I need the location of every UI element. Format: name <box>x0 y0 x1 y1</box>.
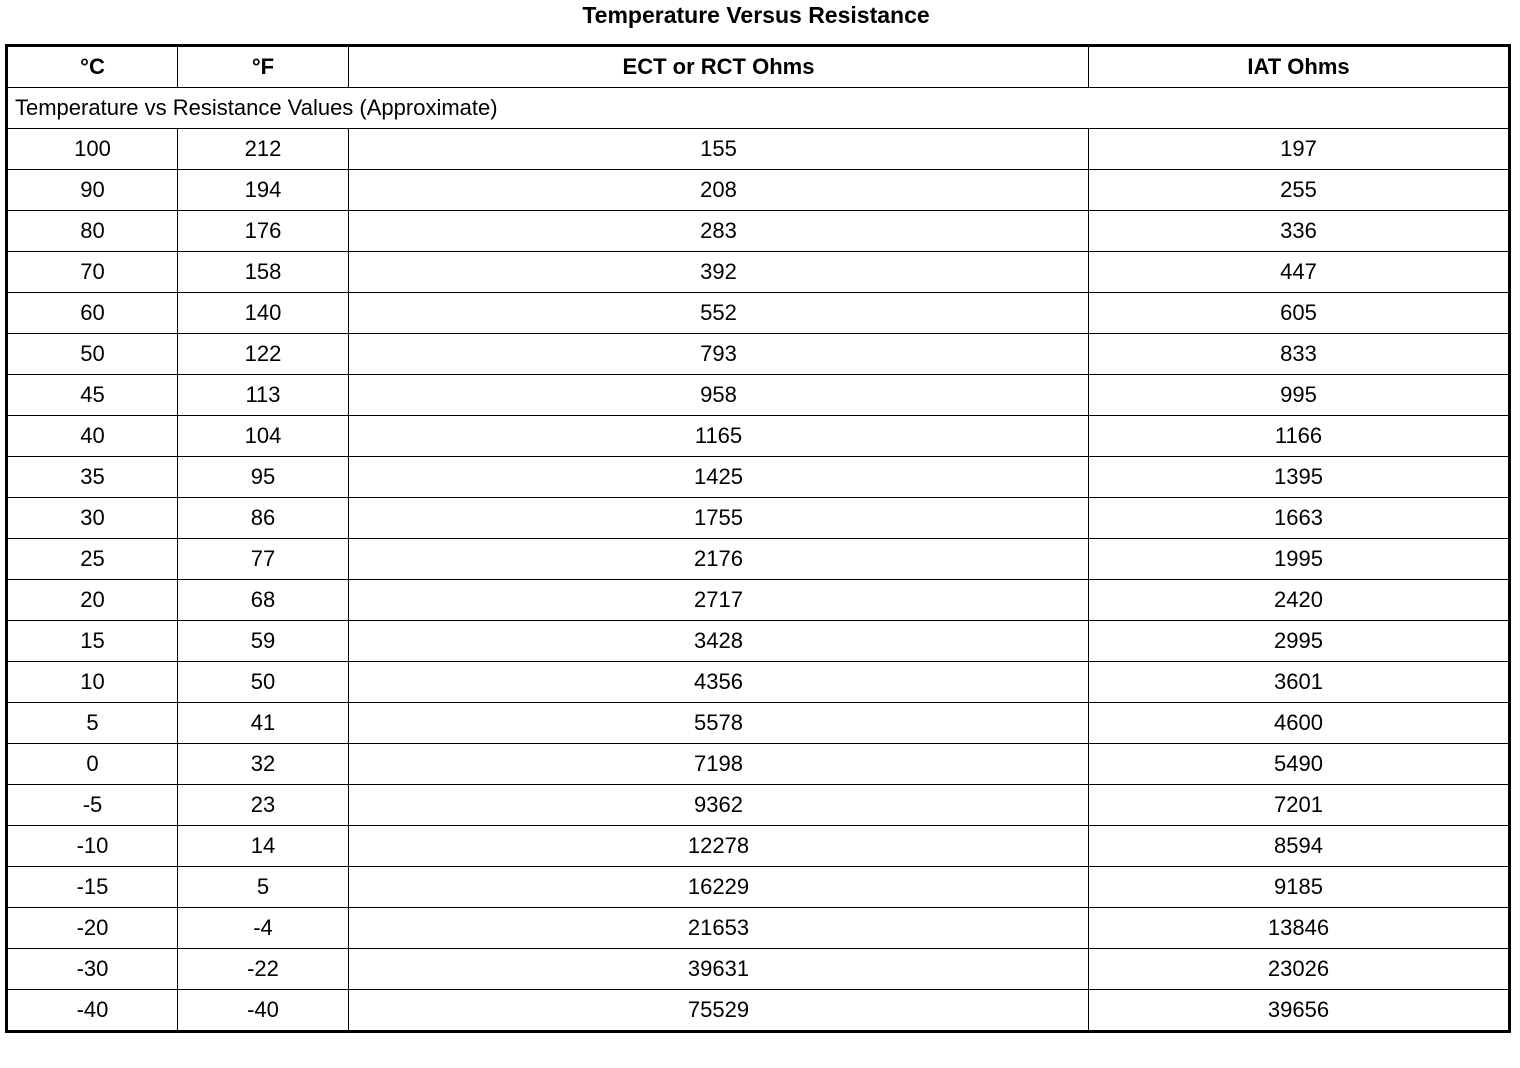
celsius-cell: 20 <box>7 580 178 621</box>
iat-ohms-cell: 9185 <box>1089 867 1510 908</box>
ect-ohms-cell: 16229 <box>349 867 1089 908</box>
fahrenheit-cell: 212 <box>178 129 349 170</box>
table-row <box>7 990 1510 1032</box>
ect-ohms-cell: 392 <box>349 252 1089 293</box>
ect-ohms-cell: 7198 <box>349 744 1089 785</box>
iat-ohms-cell: 1995 <box>1089 539 1510 580</box>
fahrenheit-cell: 95 <box>178 457 349 498</box>
table-row <box>7 744 1510 785</box>
celsius-cell: -15 <box>7 867 178 908</box>
iat-ohms-cell: 3601 <box>1089 662 1510 703</box>
note-row <box>7 88 1510 129</box>
table-header <box>7 46 1510 88</box>
ect-ohms-cell: 793 <box>349 334 1089 375</box>
fahrenheit-cell: 32 <box>178 744 349 785</box>
ect-ohms-cell: 3428 <box>349 621 1089 662</box>
ect-ohms-cell: 75529 <box>349 990 1089 1032</box>
table-note: Temperature vs Resistance Values (Approximate) <box>7 88 1510 129</box>
celsius-cell: 0 <box>7 744 178 785</box>
iat-ohms-cell: 39656 <box>1089 990 1510 1032</box>
fahrenheit-cell: 113 <box>178 375 349 416</box>
celsius-cell: 15 <box>7 621 178 662</box>
header-row <box>7 46 1510 88</box>
iat-ohms-cell: 995 <box>1089 375 1510 416</box>
iat-ohms-cell: 2995 <box>1089 621 1510 662</box>
celsius-cell: -5 <box>7 785 178 826</box>
iat-ohms-cell: 197 <box>1089 129 1510 170</box>
celsius-cell: -20 <box>7 908 178 949</box>
ect-ohms-cell: 1165 <box>349 416 1089 457</box>
fahrenheit-cell: 50 <box>178 662 349 703</box>
celsius-cell: 10 <box>7 662 178 703</box>
ect-ohms-cell: 2717 <box>349 580 1089 621</box>
ect-ohms-cell: 958 <box>349 375 1089 416</box>
iat-ohms-cell: 1663 <box>1089 498 1510 539</box>
table-row <box>7 416 1510 457</box>
ect-ohms-cell: 4356 <box>349 662 1089 703</box>
celsius-cell: -10 <box>7 826 178 867</box>
iat-ohms-cell: 833 <box>1089 334 1510 375</box>
celsius-cell: 30 <box>7 498 178 539</box>
ect-ohms-cell: 39631 <box>349 949 1089 990</box>
iat-ohms-cell: 8594 <box>1089 826 1510 867</box>
iat-ohms-cell: 605 <box>1089 293 1510 334</box>
table-row <box>7 826 1510 867</box>
iat-ohms-cell: 336 <box>1089 211 1510 252</box>
header-celsius: °C <box>7 46 178 88</box>
table-row <box>7 949 1510 990</box>
ect-ohms-cell: 1425 <box>349 457 1089 498</box>
fahrenheit-cell: 86 <box>178 498 349 539</box>
table-row <box>7 170 1510 211</box>
celsius-cell: 5 <box>7 703 178 744</box>
celsius-cell: 45 <box>7 375 178 416</box>
ect-ohms-cell: 21653 <box>349 908 1089 949</box>
fahrenheit-cell: 23 <box>178 785 349 826</box>
fahrenheit-cell: 68 <box>178 580 349 621</box>
table-row <box>7 129 1510 170</box>
celsius-cell: 80 <box>7 211 178 252</box>
table-row <box>7 867 1510 908</box>
table-row <box>7 293 1510 334</box>
fahrenheit-cell: -22 <box>178 949 349 990</box>
iat-ohms-cell: 5490 <box>1089 744 1510 785</box>
table-row <box>7 252 1510 293</box>
temperature-resistance-table <box>5 44 1511 1033</box>
celsius-cell: 25 <box>7 539 178 580</box>
header-ect-ohms: ECT or RCT Ohms <box>349 46 1089 88</box>
celsius-cell: 60 <box>7 293 178 334</box>
iat-ohms-cell: 13846 <box>1089 908 1510 949</box>
iat-ohms-cell: 255 <box>1089 170 1510 211</box>
table-body <box>7 88 1510 1032</box>
fahrenheit-cell: 41 <box>178 703 349 744</box>
iat-ohms-cell: 23026 <box>1089 949 1510 990</box>
celsius-cell: 90 <box>7 170 178 211</box>
table-row <box>7 703 1510 744</box>
fahrenheit-cell: -4 <box>178 908 349 949</box>
header-fahrenheit: °F <box>178 46 349 88</box>
celsius-cell: 50 <box>7 334 178 375</box>
fahrenheit-cell: 122 <box>178 334 349 375</box>
fahrenheit-cell: 158 <box>178 252 349 293</box>
iat-ohms-cell: 1166 <box>1089 416 1510 457</box>
table-row <box>7 334 1510 375</box>
fahrenheit-cell: 140 <box>178 293 349 334</box>
fahrenheit-cell: 59 <box>178 621 349 662</box>
ect-ohms-cell: 5578 <box>349 703 1089 744</box>
table-row <box>7 662 1510 703</box>
table-row <box>7 580 1510 621</box>
table-row <box>7 457 1510 498</box>
celsius-cell: 40 <box>7 416 178 457</box>
ect-ohms-cell: 552 <box>349 293 1089 334</box>
celsius-cell: 35 <box>7 457 178 498</box>
ect-ohms-cell: 9362 <box>349 785 1089 826</box>
table-row <box>7 621 1510 662</box>
fahrenheit-cell: 194 <box>178 170 349 211</box>
table-row <box>7 539 1510 580</box>
iat-ohms-cell: 4600 <box>1089 703 1510 744</box>
celsius-cell: -30 <box>7 949 178 990</box>
table-row <box>7 785 1510 826</box>
ect-ohms-cell: 1755 <box>349 498 1089 539</box>
fahrenheit-cell: 14 <box>178 826 349 867</box>
ect-ohms-cell: 283 <box>349 211 1089 252</box>
iat-ohms-cell: 1395 <box>1089 457 1510 498</box>
header-iat-ohms: IAT Ohms <box>1089 46 1510 88</box>
ect-ohms-cell: 155 <box>349 129 1089 170</box>
fahrenheit-cell: 104 <box>178 416 349 457</box>
celsius-cell: -40 <box>7 990 178 1032</box>
page-title: Temperature Versus Resistance <box>582 2 930 28</box>
iat-ohms-cell: 447 <box>1089 252 1510 293</box>
iat-ohms-cell: 2420 <box>1089 580 1510 621</box>
fahrenheit-cell: -40 <box>178 990 349 1032</box>
table-row <box>7 498 1510 539</box>
fahrenheit-cell: 176 <box>178 211 349 252</box>
ect-ohms-cell: 12278 <box>349 826 1089 867</box>
fahrenheit-cell: 5 <box>178 867 349 908</box>
table-row <box>7 908 1510 949</box>
ect-ohms-cell: 208 <box>349 170 1089 211</box>
celsius-cell: 70 <box>7 252 178 293</box>
fahrenheit-cell: 77 <box>178 539 349 580</box>
table-row <box>7 375 1510 416</box>
celsius-cell: 100 <box>7 129 178 170</box>
table-row <box>7 211 1510 252</box>
iat-ohms-cell: 7201 <box>1089 785 1510 826</box>
ect-ohms-cell: 2176 <box>349 539 1089 580</box>
